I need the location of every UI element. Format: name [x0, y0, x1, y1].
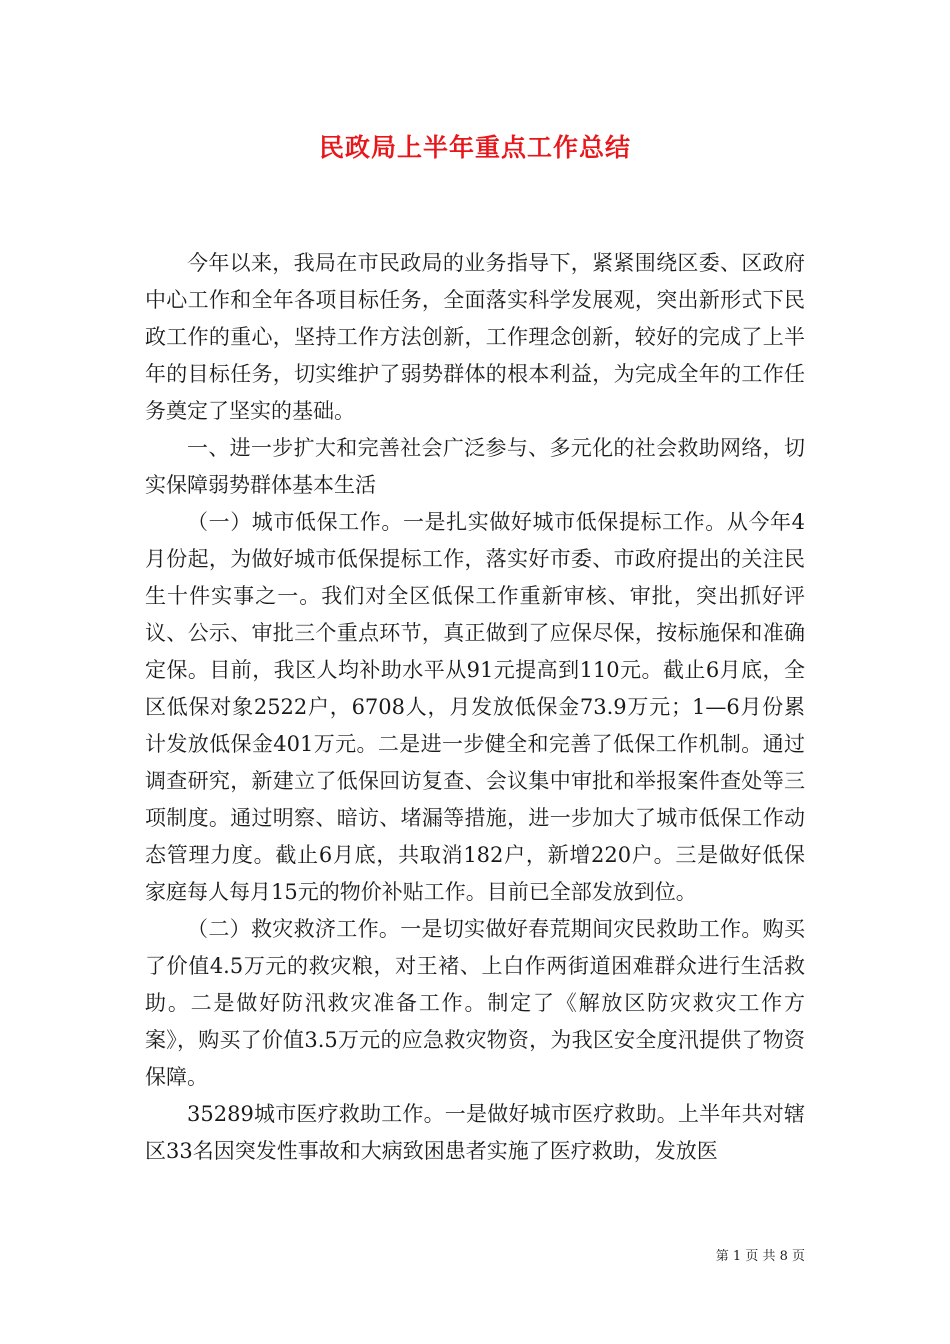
document-title: 民政局上半年重点工作总结	[318, 133, 631, 162]
page-number: 第 1 页 共 8 页	[715, 1249, 805, 1264]
paragraph-urban-subsistence: （一）城市低保工作。一是扎实做好城市低保提标工作。从今年4月份起，为做好城市低保提标工作，落实好市委、市政府提出的关注民生十件实事之一。我们对全区低保工作重新审核、审批，突出抓好评议、公示、审批三个重点环节，真正做到了应保尽保，按标施保和准确定保。目前，我区人均补助水平从91元提高到110元。截止6月底，全区低保对象2522户，6708人，月发放低保金73.9万元；1—6月份累计发放低保金401万元。二是进一步健全和完善了低保工作机制。通过调查研究，新建立了低保回访复查、会议集中审批和举报案件查处等三项制度。通过明察、暗访、堵漏等措施，进一步加大了城市低保工作动态管理力度。截止6月底，共取消182户，新增220户。三是做好低保家庭每人每月15元的物价补贴工作。目前已全部发放到位。	[145, 510, 805, 904]
paragraph-intro: 今年以来，我局在市民政局的业务指导下，紧紧围绕区委、区政府中心工作和全年各项目标任务，全面落实科学发展观，突出新形式下民政工作的重心，坚持工作方法创新，工作理念创新，较好的完成了上半年的目标任务，切实维护了弱势群体的根本利益，为完成全年的工作任务奠定了坚实的基础。	[145, 251, 805, 423]
paragraph-section-1-heading: 一、进一步扩大和完善社会广泛参与、多元化的社会救助网络，切实保障弱势群体基本生活	[145, 436, 805, 497]
paragraph-medical-aid: 35289城市医疗救助工作。一是做好城市医疗救助。上半年共对辖区33名因突发性事故和大病致困患者实施了医疗救助，发放医	[145, 1102, 805, 1163]
document-body	[145, 245, 805, 1170]
paragraph-disaster-relief: （二）救灾救济工作。一是切实做好春荒期间灾民救助工作。购买了价值4.5万元的救灾粮，对王褚、上白作两街道困难群众进行生活救助。二是做好防汛救灾准备工作。制定了《解放区防灾救灾工作方案》，购买了价值3.5万元的应急救灾物资，为我区安全度汛提供了物资保障。	[145, 917, 805, 1089]
